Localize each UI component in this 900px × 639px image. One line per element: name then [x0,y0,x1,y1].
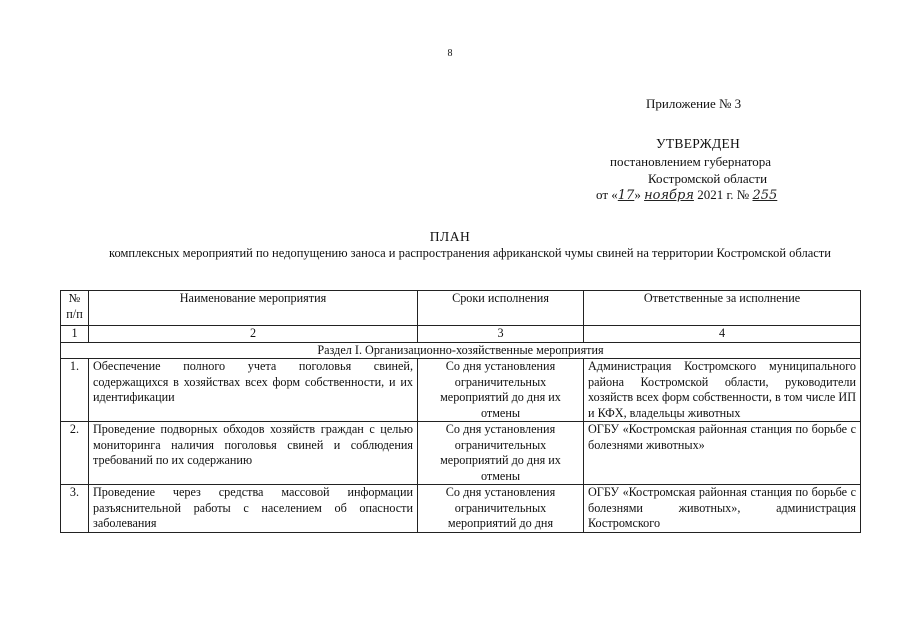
plan-title: ПЛАН [429,229,471,244]
row-term: Со дня установления ограничительных мероприятий до дня их отмены [418,422,584,485]
approval-line-region: Костромской области [648,171,768,186]
approval-month: ноября [644,188,694,203]
approval-date-prefix: от « [596,187,618,202]
table-row [61,422,861,485]
column-number: 4 [584,326,861,343]
row-responsible: ОГБУ «Костромская районная станция по борьбе с болезнями животных», администрация Костромского [584,485,861,533]
page-number: 8 [447,48,453,59]
row-responsible: Администрация Костромского муниципального района Костромской области, руководители хозяйств всех форм собственности, в том числе ИП и КФХ, владельцы животных [584,359,861,422]
row-name: Проведение подворных обходов хозяйств граждан с целью мониторинга наличия поголовья свиней и соблюдения требований по их содержанию [89,422,418,485]
column-number: 3 [418,326,584,343]
header-responsible: Ответственные за исполнение [584,291,861,326]
table-header-row [61,291,861,326]
row-name: Проведение через средства массовой информации разъяснительной работы с населением об опасности заболевания [89,485,418,533]
row-number: 2. [61,422,89,485]
approval-year: 2021 г. № [697,187,750,202]
table-row [61,485,861,533]
column-numbers-row [61,326,861,343]
header-name: Наименование мероприятия [89,291,418,326]
approval-day: 17 [617,188,635,203]
section-title: Раздел I. Организационно-хозяйственные мероприятия [61,342,861,359]
header-num: № п/п [61,291,89,326]
approval-number: 255 [752,188,778,203]
table-row [61,359,861,422]
header-term: Сроки исполнения [418,291,584,326]
appendix-label: Приложение № 3 [646,96,742,111]
row-number: 3. [61,485,89,533]
approval-title: УТВЕРЖДЕН [656,136,741,151]
column-number: 2 [89,326,418,343]
plan-table [60,290,861,533]
approval-date-line [596,187,777,203]
section-row [61,342,861,359]
row-responsible: ОГБУ «Костромская районная станция по борьбе с болезнями животных» [584,422,861,485]
approval-quote-close: » [634,187,641,202]
row-term: Со дня установления ограничительных мероприятий до дня их отмены [418,359,584,422]
row-name: Обеспечение полного учета поголовья свиней, содержащихся в хозяйствах всех форм собственности, и их идентификации [89,359,418,422]
column-number: 1 [61,326,89,343]
plan-subtitle: комплексных мероприятий по недопущению заноса и распространения африканской чумы свиней на территории Костромской области [109,246,831,260]
approval-line-decree: постановлением губернатора [610,154,772,169]
row-number: 1. [61,359,89,422]
row-term: Со дня установления ограничительных мероприятий до дня [418,485,584,533]
